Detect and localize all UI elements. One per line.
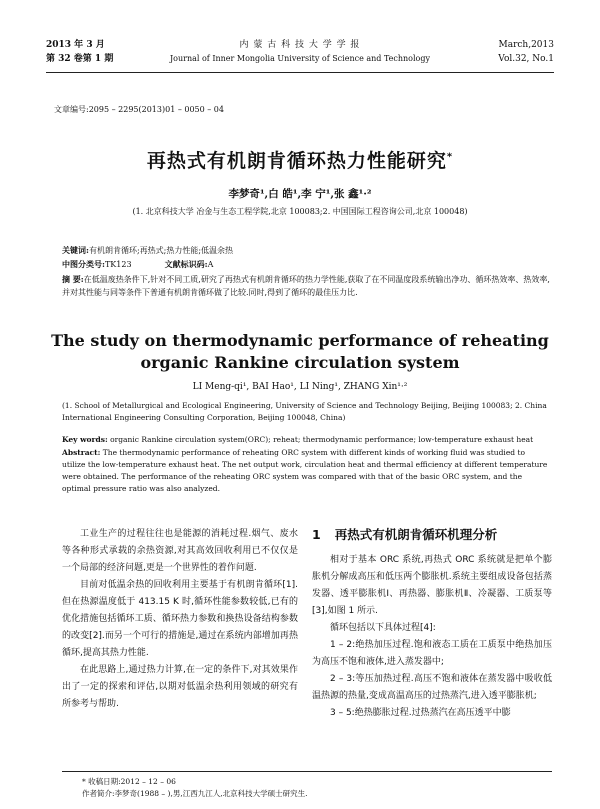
- keywords-cn-label: 关键词:: [62, 245, 89, 255]
- section-number: 1: [312, 527, 321, 542]
- title-en-line1: The study on thermodynamic performance of reheating: [51, 331, 549, 350]
- abstract-en-text: The thermodynamic performance of reheating ORC system with different kinds of working fluid was studied to utilize the low-temperature exhaust heat. The net output work, circulation heat and thermal efficiency at different temperature were obtained. The performance of the reheating ORC system was compared with that of the basic ORC system, and the optimal pressure ratio was also analyzed.: [62, 448, 548, 493]
- title-footnote-mark: *: [446, 151, 454, 163]
- article-number: 文章编号:2095 – 2295(2013)01 – 0050 – 04: [54, 105, 224, 114]
- issue-date-cn: 2013 年 3 月: [46, 40, 105, 50]
- abstract-en-label: Abstract:: [62, 448, 101, 457]
- abstract-cn-label: 摘 要:: [62, 274, 84, 284]
- paragraph: 3 – 5:绝热膨胀过程.过热蒸汽在高压透平中膨: [330, 708, 511, 718]
- authors-cn: 李梦奇¹,白 皓¹,李 宁¹,张 鑫¹·²: [228, 188, 372, 200]
- abstract-cn-text: 在低温废热条件下,针对不同工质,研究了再热式有机朗肯循环的热力学性能,获取了在不同温度段系统输出净功、循环热效率、热效率,并对其性能与同等条件下普通有机朗肯循环做了比较.同时,得到了循环的最佳压力比.: [62, 275, 550, 297]
- abstract-en: [62, 447, 548, 495]
- footnote-received: * 收稿日期:2012 – 12 – 06: [82, 777, 176, 786]
- journal-name-cn: 内 蒙 古 科 技 大 学 学 报: [239, 40, 361, 50]
- doc-code-label: 文献标识码:: [164, 259, 208, 269]
- journal-name: [46, 38, 554, 66]
- paragraph: 1 – 2:绝热加压过程.饱和液态工质在工质泵中绝热加压为高压不饱和液体,进入蒸发器中;: [312, 640, 552, 667]
- keywords-en: [62, 434, 548, 446]
- affiliation-cn: (1. 北京科技大学 冶金与生态工程学院,北京 100083;2. 中国国际工程咨询公司,北京 100048): [132, 207, 468, 216]
- journal-name-en: Journal of Inner Mongolia University of Science and Technology: [169, 54, 431, 63]
- section-title: 再热式有机朗肯循环机理分析: [334, 527, 498, 542]
- classification: [62, 258, 552, 271]
- section-heading: [312, 526, 552, 544]
- title-en: [0, 330, 600, 374]
- title-cn-text: 再热式有机朗肯循环热力性能研究: [146, 150, 447, 172]
- paragraph: 循环包括以下具体过程[4]:: [330, 623, 436, 633]
- paragraph: 相对于基本 ORC 系统,再热式 ORC 系统就是把单个膨胀机分解成高压和低压两个膨胀机.系统主要组成设备包括蒸发器、透平膨胀机Ⅰ、再热器、膨胀机Ⅱ、冷凝器、工质泵等[3],如图 1 所示.: [312, 555, 552, 616]
- volume-en: Vol.32, No.1: [498, 54, 554, 64]
- body-right-column: [312, 526, 552, 722]
- paragraph: 目前对低温余热的回收利用主要基于有机朗肯循环[1].但在热源温度低于 413.15 K 时,循环性能参数较低,已有的优化措施包括循环工质、循环热力参数和换热设备结构参数的改变[2].而另一个可行的措施是,通过在系统内部增加再热循环,提高其热力性能.: [62, 580, 298, 658]
- paragraph: 2 – 3:等压加热过程.高压不饱和液体在蒸发器中吸收低温热源的热量,变成高温高压的过热蒸汽,进入透平膨胀机;: [312, 674, 552, 701]
- keywords-cn: [62, 244, 552, 257]
- footnote: [62, 771, 552, 800]
- issue-date-en: March,2013: [498, 40, 554, 50]
- affiliation-en: (1. School of Metallurgical and Ecological Engineering, University of Science and Technology Beijing, Beijing 100083; 2. China International Engineering Consulting Corporation, Beijing 100048, China): [62, 401, 547, 422]
- body-left-column: [62, 526, 298, 713]
- clc-value: TK123: [104, 260, 132, 269]
- title-en-line2: organic Rankine circulation system: [140, 353, 460, 372]
- volume-cn: 第 32 卷第 1 期: [46, 54, 114, 64]
- issue-info-en: [498, 38, 554, 66]
- authors-en: LI Meng-qi¹, BAI Hao¹, LI Ning¹, ZHANG Xin¹·²: [192, 382, 408, 392]
- page-title: [0, 146, 600, 173]
- paragraph: 在此思路上,通过热力计算,在一定的条件下,对其效果作出了一定的探索和评估,以期对低温余热利用领域的研究有所参考与帮助.: [62, 665, 298, 709]
- abstract-cn: [62, 273, 552, 299]
- footnote-author: 作者简介:李梦奇(1988 – ),男,江西九江人,北京科技大学硕士研究生.: [82, 789, 308, 798]
- paragraph: 工业生产的过程往往也是能源的消耗过程.烟气、废水等各种形式承载的余热资源,对其高效回收利用已不仅仅是一个局部的经济问题,更是一个世界性的着作问题.: [62, 529, 298, 573]
- keywords-cn-text: 有机朗肯循环;再热式;热力性能;低温余热: [88, 246, 234, 255]
- keywords-en-label: Key words:: [62, 435, 108, 444]
- journal-header: [46, 36, 554, 73]
- clc-label: 中图分类号:: [62, 259, 105, 269]
- doc-code-value: A: [207, 260, 214, 269]
- keywords-en-text: organic Rankine circulation system(ORC); reheat; thermodynamic performance; low-temperature exhaust heat: [110, 435, 534, 444]
